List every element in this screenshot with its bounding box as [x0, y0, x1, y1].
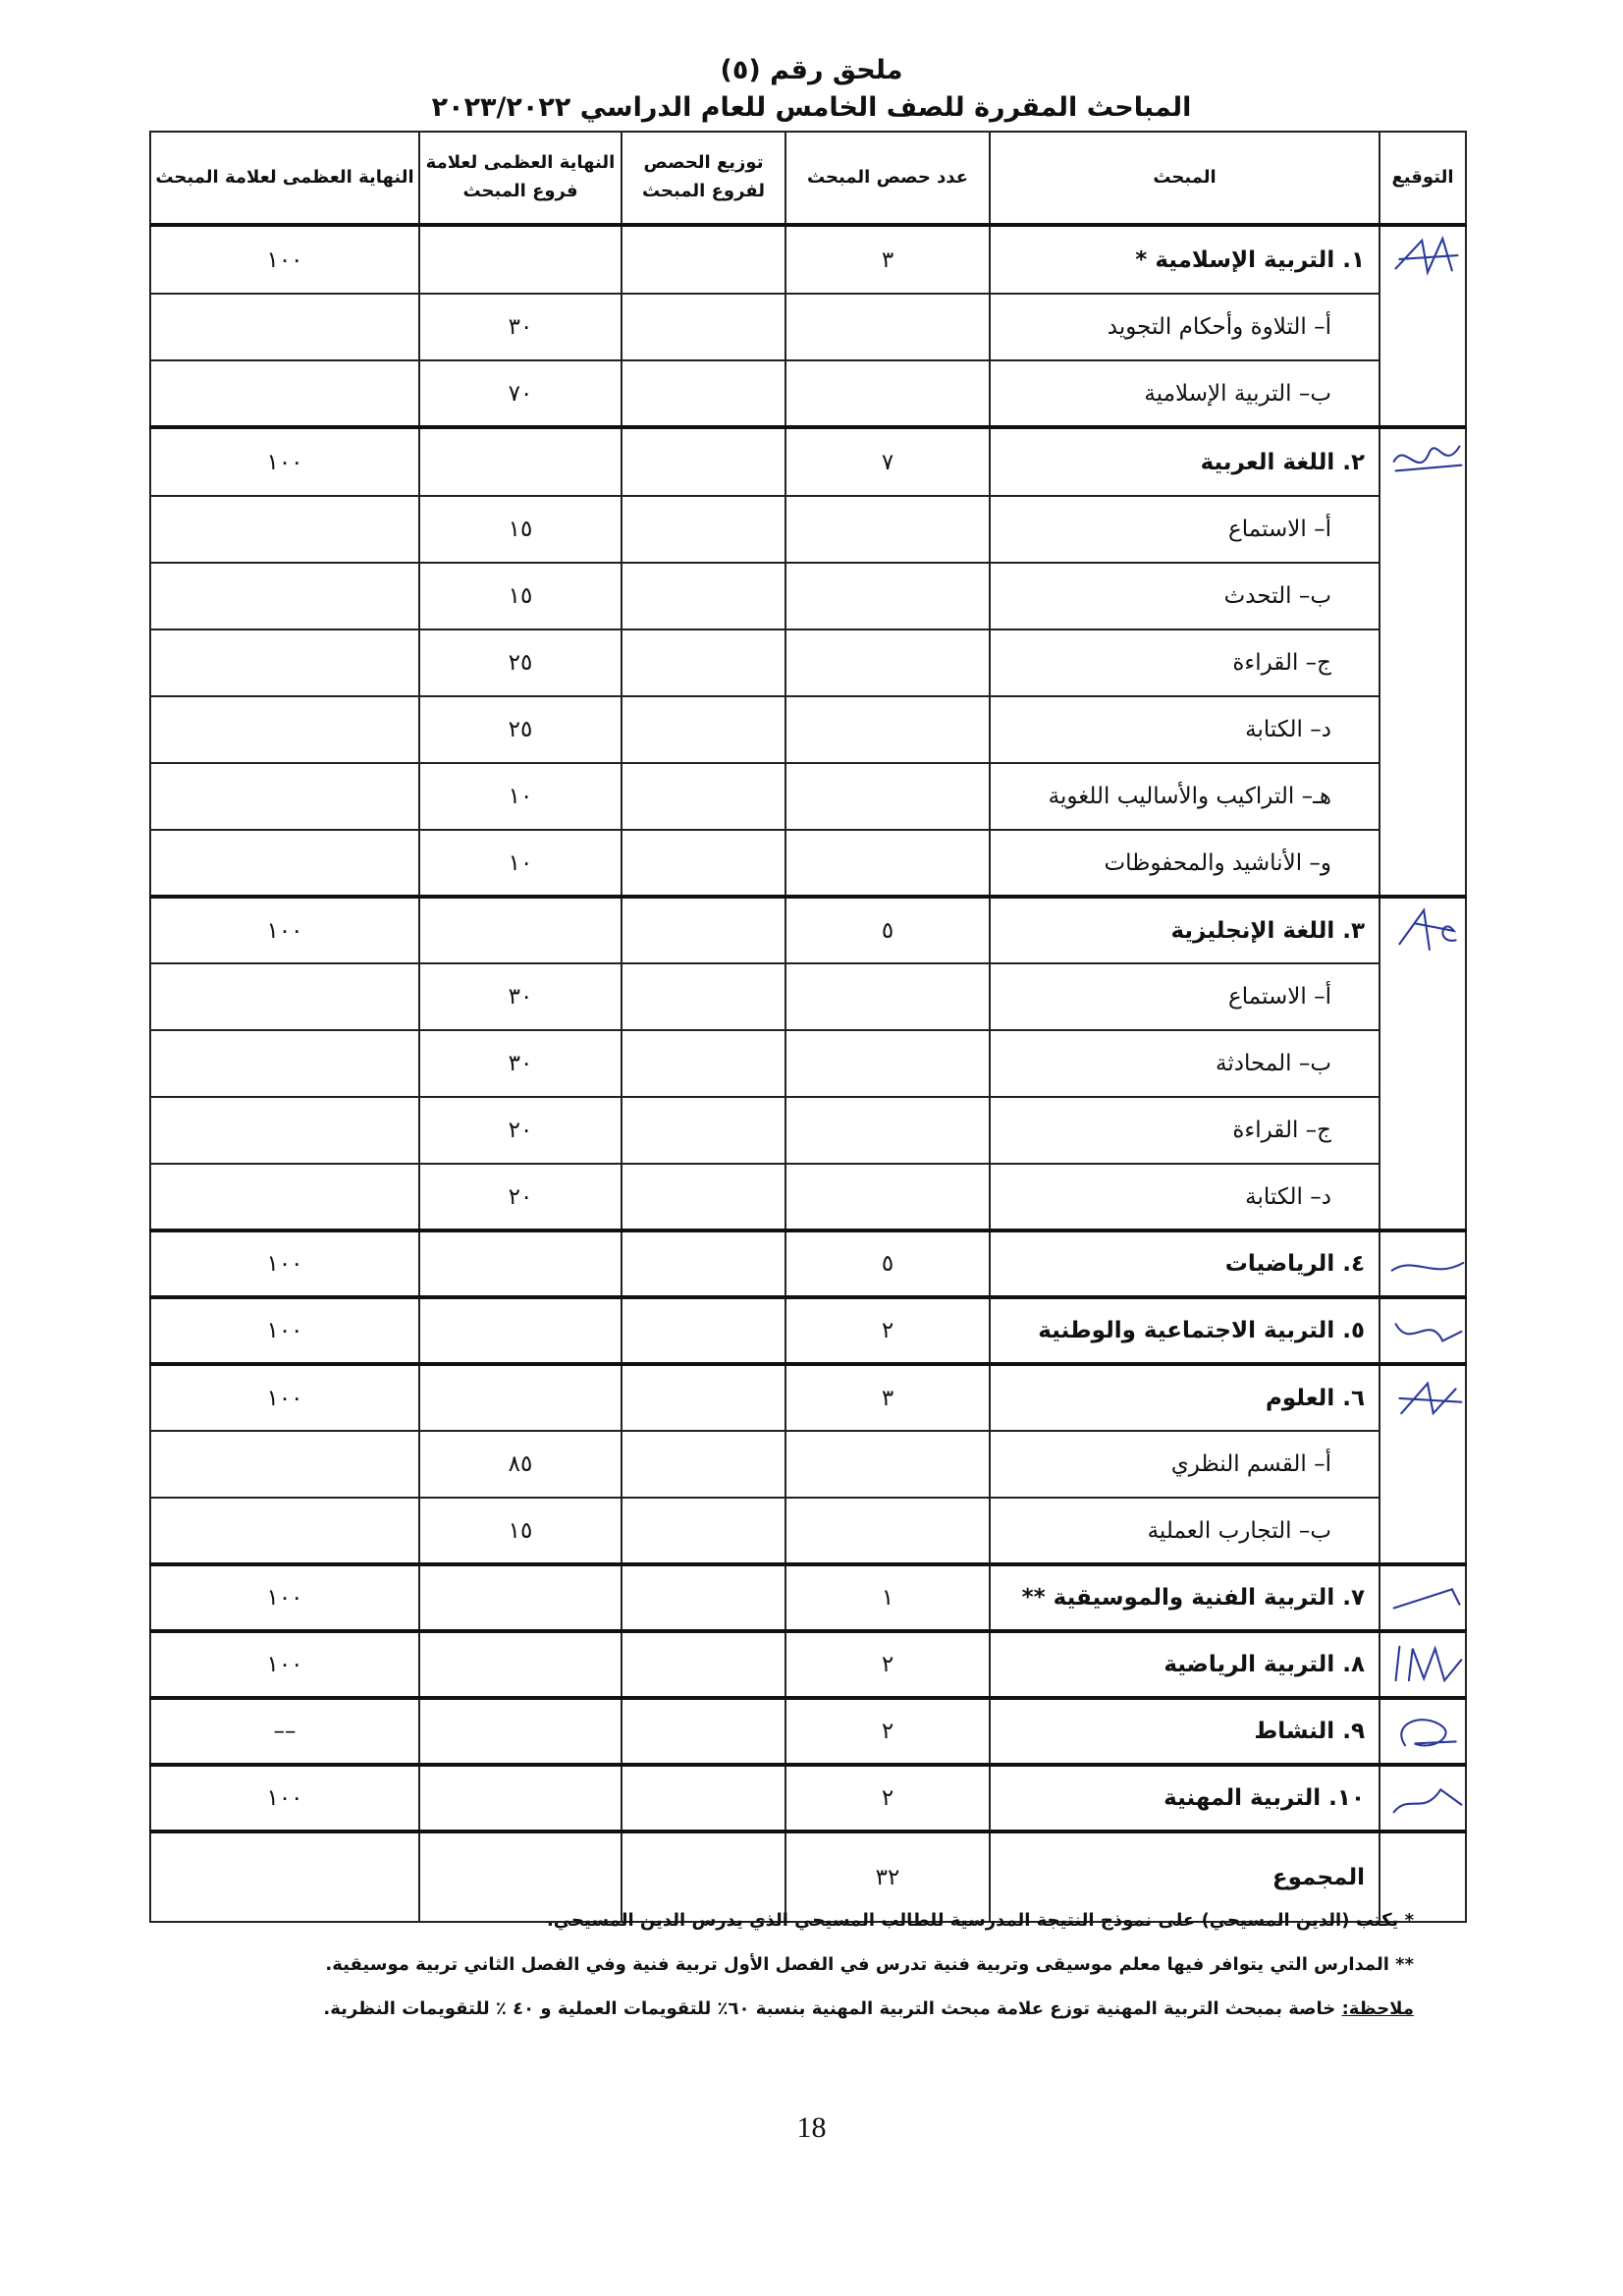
- branch-max-cell: [419, 1564, 622, 1631]
- periods-cell: ٣: [785, 1364, 990, 1431]
- table-row: [150, 1498, 1466, 1564]
- signature-cell: [1380, 1698, 1466, 1765]
- periods-cell: ٥: [785, 1230, 990, 1297]
- table-row: [150, 763, 1466, 830]
- periods-cell: ١: [785, 1564, 990, 1631]
- distribution-cell: [622, 1097, 785, 1164]
- periods-cell: ٢: [785, 1698, 990, 1765]
- subject-max-cell: ١٠٠: [150, 1564, 419, 1631]
- footnote-christian: * يكتب (الدين المسيحي) على نموذج النتيجة المدرسية للطالب المسيحي الذي يدرس الدين المسيحي.: [546, 1910, 1414, 1931]
- col-header-branch-max: النهاية العظمى لعلامة فروع المبحث: [419, 132, 622, 225]
- periods-cell: [785, 696, 990, 763]
- branch-max-cell: ٣٠: [419, 294, 622, 360]
- col-header-subject: المبحث: [990, 132, 1380, 225]
- branch-max-cell: [419, 1631, 622, 1698]
- subject-max-cell: ١٠٠: [150, 225, 419, 294]
- subject-max-cell: [150, 360, 419, 427]
- total-periods: ٣٢: [785, 1831, 990, 1922]
- subject-max-cell: [150, 763, 419, 830]
- periods-cell: ٣: [785, 225, 990, 294]
- distribution-cell: [622, 427, 785, 496]
- subject-cell: ب– التحدث: [990, 563, 1380, 629]
- periods-cell: [785, 1431, 990, 1498]
- subject-max-cell: ١٠٠: [150, 1364, 419, 1431]
- periods-cell: ٢: [785, 1765, 990, 1831]
- distribution-cell: [622, 360, 785, 427]
- table-body: [150, 225, 1466, 1922]
- total-distribution-cell: [622, 1831, 785, 1922]
- subject-max-cell: [150, 496, 419, 563]
- distribution-cell: [622, 1431, 785, 1498]
- total-subject-max-cell: [150, 1831, 419, 1922]
- table-row: [150, 830, 1466, 897]
- table-row: [150, 963, 1466, 1030]
- table-row: [150, 294, 1466, 360]
- subject-cell: أ– التلاوة وأحكام التجويد: [990, 294, 1380, 360]
- distribution-cell: [622, 1564, 785, 1631]
- branch-max-cell: ٣٠: [419, 963, 622, 1030]
- periods-cell: [785, 763, 990, 830]
- distribution-cell: [622, 1631, 785, 1698]
- subject-max-cell: ––: [150, 1698, 419, 1765]
- periods-cell: [785, 563, 990, 629]
- table-row: [150, 1431, 1466, 1498]
- distribution-cell: [622, 830, 785, 897]
- periods-cell: [785, 830, 990, 897]
- table-row: [150, 629, 1466, 696]
- signature-mark: [1386, 1704, 1469, 1757]
- branch-max-cell: ٢٠: [419, 1164, 622, 1230]
- table-row: [150, 360, 1466, 427]
- subject-cell: ب– المحادثة: [990, 1030, 1380, 1097]
- subject-max-cell: [150, 294, 419, 360]
- periods-cell: [785, 496, 990, 563]
- table-row: [150, 225, 1466, 294]
- branch-max-cell: ٨٥: [419, 1431, 622, 1498]
- subject-max-cell: [150, 696, 419, 763]
- table-row: [150, 1564, 1466, 1631]
- subject-max-cell: ١٠٠: [150, 1297, 419, 1364]
- subject-max-cell: [150, 1030, 419, 1097]
- subject-max-cell: [150, 563, 419, 629]
- subject-cell: ٨. التربية الرياضية: [990, 1631, 1380, 1698]
- branch-max-cell: ١٠: [419, 763, 622, 830]
- col-header-periods: عدد حصص المبحث: [785, 132, 990, 225]
- periods-cell: [785, 294, 990, 360]
- signature-cell: [1380, 1230, 1466, 1297]
- table-row: [150, 427, 1466, 496]
- total-branch-max-cell: [419, 1831, 622, 1922]
- total-row: [150, 1831, 1466, 1922]
- page-number: 18: [796, 2111, 827, 2144]
- branch-max-cell: ١٠: [419, 830, 622, 897]
- distribution-cell: [622, 763, 785, 830]
- distribution-cell: [622, 897, 785, 963]
- distribution-cell: [622, 1765, 785, 1831]
- signature-mark: [1386, 1370, 1469, 1423]
- col-header-signature: التوقيع: [1380, 132, 1466, 225]
- periods-cell: ٢: [785, 1297, 990, 1364]
- subject-max-cell: [150, 1431, 419, 1498]
- subject-max-cell: [150, 830, 419, 897]
- signature-cell: [1380, 1765, 1466, 1831]
- distribution-cell: [622, 1498, 785, 1564]
- subject-max-cell: [150, 1498, 419, 1564]
- subject-cell: ٤. الرياضيات: [990, 1230, 1380, 1297]
- subject-cell: ب– التجارب العملية: [990, 1498, 1380, 1564]
- branch-max-cell: ٧٠: [419, 360, 622, 427]
- signature-mark: [1386, 433, 1469, 486]
- annex-title: ملحق رقم (٥): [720, 55, 903, 85]
- table-row: [150, 496, 1466, 563]
- periods-cell: ٥: [785, 897, 990, 963]
- subject-max-cell: ١٠٠: [150, 1631, 419, 1698]
- signature-mark: [1386, 1637, 1469, 1690]
- subject-cell: ب– التربية الإسلامية: [990, 360, 1380, 427]
- subject-cell: ١. التربية الإسلامية *: [990, 225, 1380, 294]
- table-row: [150, 1364, 1466, 1431]
- periods-cell: [785, 1498, 990, 1564]
- branch-max-cell: ٢٥: [419, 629, 622, 696]
- periods-cell: [785, 1164, 990, 1230]
- distribution-cell: [622, 1297, 785, 1364]
- subject-cell: د– الكتابة: [990, 696, 1380, 763]
- table-row: [150, 1297, 1466, 1364]
- distribution-cell: [622, 1698, 785, 1765]
- subject-max-cell: ١٠٠: [150, 1230, 419, 1297]
- note-text: خاصة بمبحث التربية المهنية توزع علامة مبحث التربية المهنية بنسبة ٦٠٪ للتقويمات العملية و ٤٠ ٪ للتقويمات النظرية.: [323, 1998, 1342, 2019]
- distribution-cell: [622, 629, 785, 696]
- branch-max-cell: ١٥: [419, 1498, 622, 1564]
- subject-cell: و– الأناشيد والمحفوظات: [990, 830, 1380, 897]
- branch-max-cell: ١٥: [419, 563, 622, 629]
- table-row: [150, 696, 1466, 763]
- table-row: [150, 897, 1466, 963]
- footnote-music: ** المدارس التي يتوافر فيها معلم موسيقى وتربية فنية تدرس في الفصل الأول تربية فنية وفي الفصل الثاني تربية موسيقية.: [325, 1954, 1414, 1975]
- subject-max-cell: [150, 963, 419, 1030]
- subject-cell: ٥. التربية الاجتماعية والوطنية: [990, 1297, 1380, 1364]
- periods-cell: ٢: [785, 1631, 990, 1698]
- table-row: [150, 1164, 1466, 1230]
- table-row: [150, 563, 1466, 629]
- subject-max-cell: [150, 629, 419, 696]
- periods-cell: [785, 360, 990, 427]
- subject-cell: د– الكتابة: [990, 1164, 1380, 1230]
- periods-cell: ٧: [785, 427, 990, 496]
- footnote-vocational: [137, 1998, 1414, 2019]
- subject-cell: ٣. اللغة الإنجليزية: [990, 897, 1380, 963]
- signature-mark: [1386, 1236, 1469, 1289]
- distribution-cell: [622, 1364, 785, 1431]
- subject-cell: هـ– التراكيب والأساليب اللغوية: [990, 763, 1380, 830]
- branch-max-cell: ٢٥: [419, 696, 622, 763]
- signature-cell: [1380, 1364, 1466, 1564]
- subject-max-cell: ١٠٠: [150, 1765, 419, 1831]
- subject-cell: أ– القسم النظري: [990, 1431, 1380, 1498]
- table-row: [150, 1631, 1466, 1698]
- branch-max-cell: [419, 427, 622, 496]
- subject-cell: ١٠. التربية المهنية: [990, 1765, 1380, 1831]
- branch-max-cell: [419, 1765, 622, 1831]
- subject-max-cell: ١٠٠: [150, 897, 419, 963]
- subject-cell: أ– الاستماع: [990, 496, 1380, 563]
- branch-max-cell: [419, 1698, 622, 1765]
- distribution-cell: [622, 696, 785, 763]
- branch-max-cell: [419, 897, 622, 963]
- branch-max-cell: [419, 1230, 622, 1297]
- periods-cell: [785, 629, 990, 696]
- distribution-cell: [622, 1030, 785, 1097]
- subject-cell: ٩. النشاط: [990, 1698, 1380, 1765]
- signature-cell: [1380, 897, 1466, 1230]
- distribution-cell: [622, 496, 785, 563]
- subject-cell: أ– الاستماع: [990, 963, 1380, 1030]
- distribution-cell: [622, 1164, 785, 1230]
- table-row: [150, 1030, 1466, 1097]
- signature-cell: [1380, 1631, 1466, 1698]
- subject-cell: ج– القراءة: [990, 629, 1380, 696]
- distribution-cell: [622, 294, 785, 360]
- subject-max-cell: ١٠٠: [150, 427, 419, 496]
- table-row: [150, 1097, 1466, 1164]
- table-row: [150, 1765, 1466, 1831]
- periods-cell: [785, 1030, 990, 1097]
- subject-max-cell: [150, 1097, 419, 1164]
- signature-cell: [1380, 427, 1466, 897]
- subject-cell: ج– القراءة: [990, 1097, 1380, 1164]
- col-header-subject-max: النهاية العظمى لعلامة المبحث: [150, 132, 419, 225]
- page-title: المباحث المقررة للصف الخامس للعام الدراسي ٢٠٢٣/٢٠٢٢: [431, 92, 1192, 123]
- distribution-cell: [622, 563, 785, 629]
- col-header-distribution: توزيع الحصص لفروع المبحث: [622, 132, 785, 225]
- subjects-table: [149, 131, 1467, 1923]
- branch-max-cell: [419, 1297, 622, 1364]
- total-signature-cell: [1380, 1831, 1466, 1922]
- branch-max-cell: ٣٠: [419, 1030, 622, 1097]
- subject-cell: ٦. العلوم: [990, 1364, 1380, 1431]
- table-row: [150, 1230, 1466, 1297]
- branch-max-cell: [419, 225, 622, 294]
- periods-cell: [785, 1097, 990, 1164]
- total-label: المجموع: [990, 1831, 1380, 1922]
- branch-max-cell: [419, 1364, 622, 1431]
- subject-max-cell: [150, 1164, 419, 1230]
- signature-mark: [1386, 1303, 1469, 1356]
- signature-mark: [1386, 231, 1469, 284]
- signature-mark: [1386, 902, 1469, 956]
- periods-cell: [785, 963, 990, 1030]
- signature-mark: [1386, 1771, 1469, 1824]
- table-row: [150, 1698, 1466, 1765]
- signature-cell: [1380, 1297, 1466, 1364]
- distribution-cell: [622, 1230, 785, 1297]
- distribution-cell: [622, 225, 785, 294]
- table-header-row: [150, 132, 1466, 225]
- note-label: ملاحظة:: [1341, 1998, 1414, 2019]
- subject-cell: ٢. اللغة العربية: [990, 427, 1380, 496]
- signature-cell: [1380, 1564, 1466, 1631]
- branch-max-cell: ٢٠: [419, 1097, 622, 1164]
- signature-mark: [1386, 1570, 1469, 1623]
- distribution-cell: [622, 963, 785, 1030]
- signature-cell: [1380, 225, 1466, 427]
- branch-max-cell: ١٥: [419, 496, 622, 563]
- subject-cell: ٧. التربية الفنية والموسيقية **: [990, 1564, 1380, 1631]
